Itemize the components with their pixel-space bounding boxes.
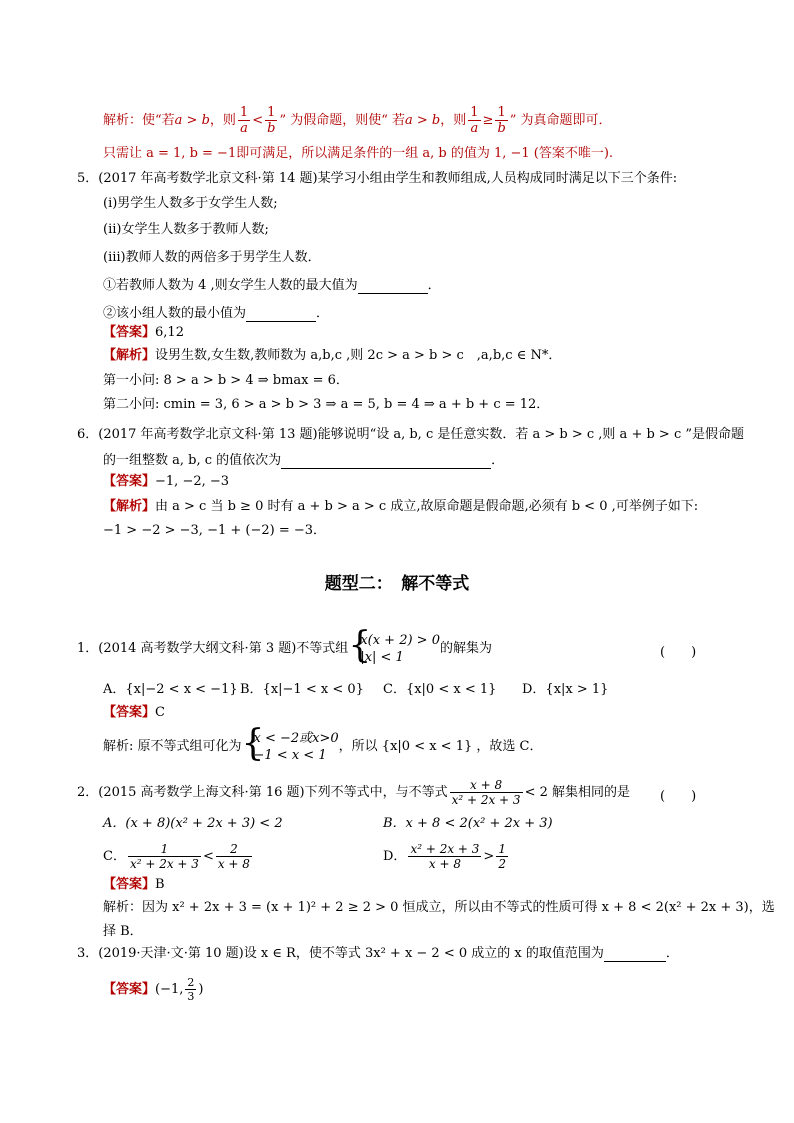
p2-option-b: B．x + 8 < 2(x² + 2x + 3) [383, 816, 553, 831]
q4-analysis-line: 解析：使“若a > b，则 $\frac{1}{a}$ < $\frac{1}{b}$ ” 为假命题，则使“ 若a > b，则 $\frac{1}{a}$ ≥ $\frac{1}{b}$ ” 为真命题即可． [103, 105, 612, 136]
p1-stem: 1．(2014 高考数学大纲文科·第 3 题)不等式组 { x(x + 2) > 0 |x| < 1 的解集为 [77, 624, 492, 666]
answer-label: 【答案】 [103, 474, 156, 489]
p2-answer-paren: ( ) [660, 789, 697, 804]
answer-label: 【答案】 [103, 705, 156, 720]
fraction-1-over-b: $\frac{1}{b}$ [267, 105, 276, 136]
p3-stem: 3．(2019·天津·文·第 10 题)设 x ∈ R，使不等式 3x² + x − 2 < 0 成立的 x 的取值范围为 ． [77, 946, 679, 961]
q5-subquestion-2: ②该小组人数的最小值为 ． [103, 306, 330, 321]
p1-option-c: C．{x|0 < x < 1} [383, 682, 497, 697]
p1-option-a: A．{x|−2 < x < −1} [103, 682, 238, 697]
p2-analysis-2: 择 B． [103, 924, 143, 939]
section-title: 题型二： 解不等式 [324, 574, 470, 594]
p2-analysis-1: 解析：因为 x² + 2x + 3 = (x + 1)² + 2 ≥ 2 > 0 恒成立，所以由不等式的性质可得 x + 8 < 2(x² + 2x + 3)，选 [103, 900, 775, 915]
q5-condition-3: (ⅲ)教师人数的两倍多于男学生人数． [103, 250, 321, 265]
analysis-label: 【解析】 [103, 348, 156, 363]
p2-stem-fraction: $\frac{x + 8}{\text{x² + 2x + 3}}$ [451, 778, 521, 807]
q4-analysis-label: 解析： [103, 113, 143, 128]
q5-step-2: 第二小问: cmin = 3, 6 > a > b > 3 ⇒ a = 5, b = 4 ⇒ a + b + c = 12． [103, 397, 550, 412]
inequality-system: { x(x + 2) > 0 |x| < 1 [348, 624, 440, 666]
q6-stem-1: 6．(2017 年高考数学北京文科·第 13 题)能够说明“设 a, b, c 是任意实数．若 a > b > c ,则 a + b > c ”是假命题 [77, 427, 745, 442]
p2-stem: 2．(2015 高考数学上海文科·第 16 题)下列不等式中，与不等式 $\frac{x + 8}{\text{x² + 2x + 3}}$ < 2 解集相同的是 [77, 778, 630, 807]
q6-analysis: 【解析】由 a > c 当 b ≥ 0 时有 a + b > a > c 成立,故原命题是假命题,必须有 b < 0 ,可举例子如下: [103, 499, 699, 514]
q4-analysis-line-2: 只需让 a = 1, b = −1即可满足，所以满足条件的一组 a, b 的值为 1, −1 (答案不唯一). [103, 146, 614, 161]
answer-blank [281, 454, 491, 469]
answer-label: 【答案】 [103, 982, 156, 997]
q5-condition-2: (ⅱ)女学生人数多于教师人数; [103, 222, 269, 237]
q5-subquestion-1: ①若教师人数为 4 ,则女学生人数的最大值为 ． [103, 278, 441, 293]
q6-example: −1 > −2 > −3, −1 + (−2) = −3． [103, 523, 327, 538]
answer-blank [604, 947, 666, 962]
p2-answer: 【答案】B [103, 877, 165, 892]
p2-option-d: D． $\frac{\text{x² + 2x + 3}}{x + 8}$ > $\frac{1}{2}$ [383, 842, 506, 871]
inequality-system-solution: { x < −2或x>0 −1 < x < 1 [241, 722, 339, 764]
fraction-2-over-3: $\frac{2}{3}$ [187, 976, 195, 1003]
p1-analysis: 解析: 原不等式组可化为 { x < −2或x>0 −1 < x < 1 ，所以 {x|0 < x < 1} ，故选 C． [103, 722, 543, 764]
q5-stem: 5．(2017 年高考数学北京文科·第 14 题)某学习小组由学生和教师组成,人员构成同时满足以下三个条件: [77, 171, 678, 186]
q5-step-1: 第一小问: 8 > a > b > 4 ⇒ bmax = 6． [103, 373, 349, 388]
p1-option-b: B．{x|−1 < x < 0} [240, 682, 364, 697]
fraction-1-over-a-2: $\frac{1}{a}$ [470, 105, 479, 136]
answer-label: 【答案】 [103, 325, 156, 340]
q5-answer: 【答案】6,12 [103, 325, 184, 340]
analysis-label: 【解析】 [103, 499, 156, 514]
p1-option-d: D．{x|x > 1} [522, 682, 609, 697]
q5-analysis: 【解析】设男生数,女生数,教师数为 a,b,c ,则 2c > a > b > c ,a,b,c ∈ N*． [103, 348, 562, 363]
q6-answer: 【答案】−1, −2, −3 [103, 474, 230, 489]
fraction-1-over-a: $\frac{1}{a}$ [239, 105, 249, 136]
p3-answer: 【答案】(−1, $\frac{2}{3}$ ) [103, 976, 204, 1003]
p2-option-a: A．(x + 8)(x² + 2x + 3) < 2 [103, 816, 283, 831]
answer-label: 【答案】 [103, 877, 156, 892]
p1-answer: 【答案】C [103, 705, 165, 720]
p2-option-c: C． $\frac{1}{\text{x² + 2x + 3}}$ < $\frac{2}{x + 8}$ [103, 842, 250, 871]
q6-stem-2: 的一组整数 a, b, c 的值依次为 ． [103, 453, 505, 468]
p1-answer-paren: ( ) [660, 645, 697, 660]
q5-condition-1: (ⅰ)男学生人数多于女学生人数; [103, 196, 278, 211]
answer-blank [358, 279, 428, 294]
answer-blank [246, 307, 316, 322]
fraction-1-over-b-2: $\frac{1}{b}$ [497, 105, 506, 136]
